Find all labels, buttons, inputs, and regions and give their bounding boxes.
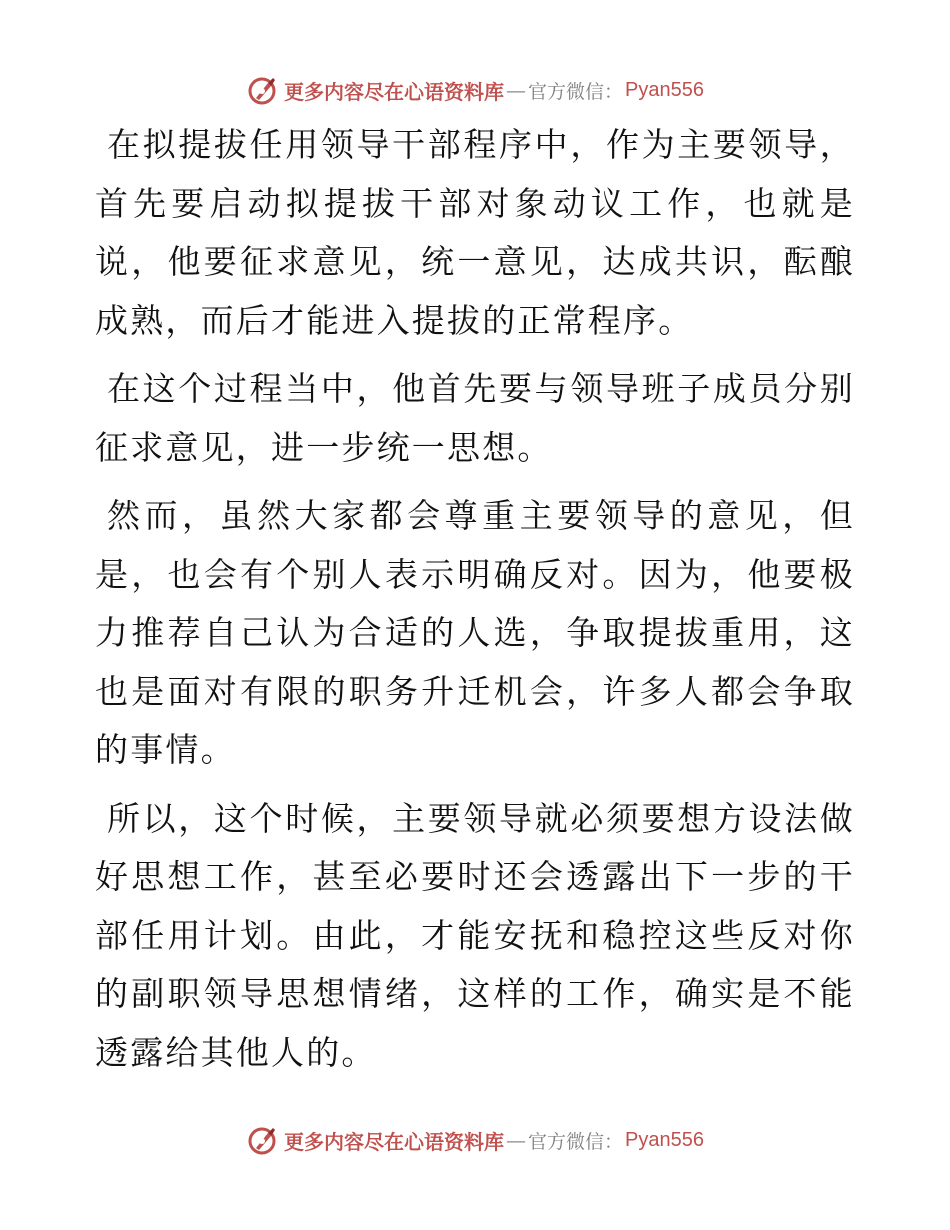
banner-wechat-id: Pyan556: [625, 1128, 704, 1151]
logo-icon: [246, 1124, 278, 1156]
header-banner: [0, 70, 950, 110]
banner-wechat-id: Pyan556: [625, 78, 704, 101]
document-body: [95, 116, 855, 1092]
logo-icon: [246, 74, 278, 106]
paragraph: 然而，虽然大家都会尊重主要领导的意见，但是，也会有个别人表示明确反对。因为，他要极力推荐自己认为合适的人选，争取提拔重用，这也是面对有限的职务升迁机会，许多人都会争取的事情。: [95, 496, 855, 769]
banner-official-label: 官方微信：: [528, 1130, 624, 1153]
paragraph: 在拟提拔任用领导干部程序中，作为主要领导，首先要启动拟提拔干部对象动议工作，也就是说，他要征求意见，统一意见，达成共识，酝酿成熟，而后才能进入提拔的正常程序。: [95, 125, 855, 340]
footer-banner: [0, 1120, 950, 1160]
banner-brand-text: 更多内容尽在心语资料库: [284, 1129, 504, 1154]
banner-dash: —: [506, 78, 526, 102]
paragraph: 所以，这个时候，主要领导就必须要想方设法做好思想工作，甚至必要时还会透露出下一步的干部任用计划。由此，才能安抚和稳控这些反对你的副职领导思想情绪，这样的工作，确实是不能透露给其他人的。: [95, 798, 855, 1072]
paragraph: 在这个过程当中，他首先要与领导班子成员分别征求意见，进一步统一思想。: [95, 369, 855, 467]
banner-brand-text: 更多内容尽在心语资料库: [284, 79, 504, 104]
banner-dash: —: [506, 1128, 526, 1152]
banner-official-label: 官方微信：: [528, 80, 624, 103]
